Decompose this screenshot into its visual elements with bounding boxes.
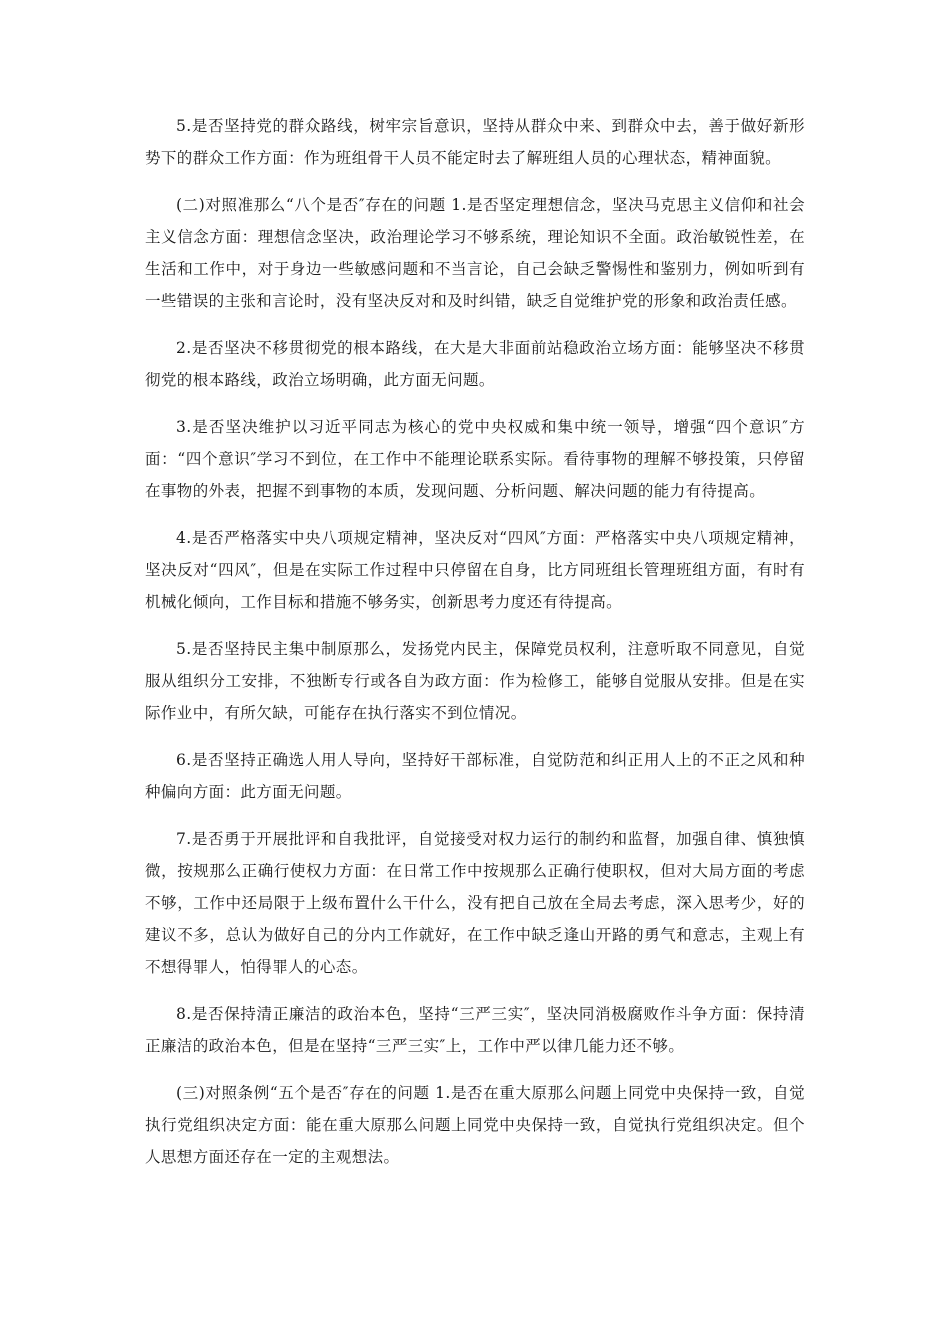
paragraph-eight-whether-7: 7.是否勇于开展批评和自我批评，自觉接受对权力运行的制约和监督，加强自律、慎独慎微，按规那么正确行使权力方面：在日常工作中按规那么正确行使职权，但对大局方面的考虑不够，工作中还局限于上级布置什么干什么，没有把自己放在全局去考虑，深入思考少，好的建议不多，总认为做好自己的分内工作就好，在工作中缺乏逢山开路的勇气和意志，主观上有不想得罪人，怕得罪人的心态。 [145,830,805,976]
paragraph-eight-whether-1: (二)对照准那么“八个是否″存在的问题 1.是否坚定理想信念，坚决马克思主义信仰和社会主义信念方面：理想信念坚决，政治理论学习不够系统，理论知识不全面。政治敏锐性差，在生活和工作中，对于身边一些敏感问题和不当言论，自己会缺乏警惕性和鉴别力，例如听到有一些错误的主张和言论时，没有坚决反对和及时纠错，缺乏自觉维护党的形象和政治责任感。 [145,196,805,310]
paragraph-eight-whether-8: 8.是否保持清正廉洁的政治本色，坚持“三严三实″，坚决同消极腐败作斗争方面：保持清正廉洁的政治本色，但是在坚持“三严三实″上，工作中严以律几能力还不够。 [145,1005,805,1055]
paragraph-eight-whether-4: 4.是否严格落实中央八项规定精神，坚决反对“四风″方面：严格落实中央八项规定精神，坚决反对“四风″，但是在实际工作过程中只停留在自身，比方同班组长管理班组方面，有时有机械化倾向，工作目标和措施不够务实，创新思考力度还有待提高。 [145,529,805,611]
document-body [145,110,805,1188]
paragraph-mass-line: 5.是否坚持党的群众路线，树牢宗旨意识，坚持从群众中来、到群众中去，善于做好新形势下的群众工作方面：作为班组骨干人员不能定时去了解班组人员的心理状态，精神面貌。 [145,117,805,167]
paragraph-five-whether-1: (三)对照条例“五个是否″存在的问题 1.是否在重大原那么问题上同党中央保持一致，自觉执行党组织决定方面：能在重大原那么问题上同党中央保持一致，自觉执行党组织决定。但个人思想方面还存在一定的主观想法。 [145,1084,805,1166]
paragraph-eight-whether-6: 6.是否坚持正确选人用人导向，坚持好干部标准，自觉防范和纠正用人上的不正之风和种种偏向方面：此方面无问题。 [145,751,805,801]
paragraph-eight-whether-3: 3.是否坚决维护以习近平同志为核心的党中央权威和集中统一领导，增强“四个意识″方面：“四个意识″学习不到位，在工作中不能理论联系实际。看待事物的理解不够投策，只停留在事物的外表，把握不到事物的本质，发现问题、分析问题、解决问题的能力有待提高。 [145,418,805,500]
paragraph-eight-whether-2: 2.是否坚决不移贯彻党的根本路线，在大是大非面前站稳政治立场方面：能够坚决不移贯彻党的根本路线，政治立场明确，此方面无问题。 [145,339,805,389]
paragraph-eight-whether-5: 5.是否坚持民主集中制原那么，发扬党内民主，保障党员权利，注意听取不同意见，自觉服从组织分工安排，不独断专行或各自为政方面：作为检修工，能够自觉服从安排。但是在实际作业中，有所欠缺，可能存在执行落实不到位情况。 [145,640,805,722]
